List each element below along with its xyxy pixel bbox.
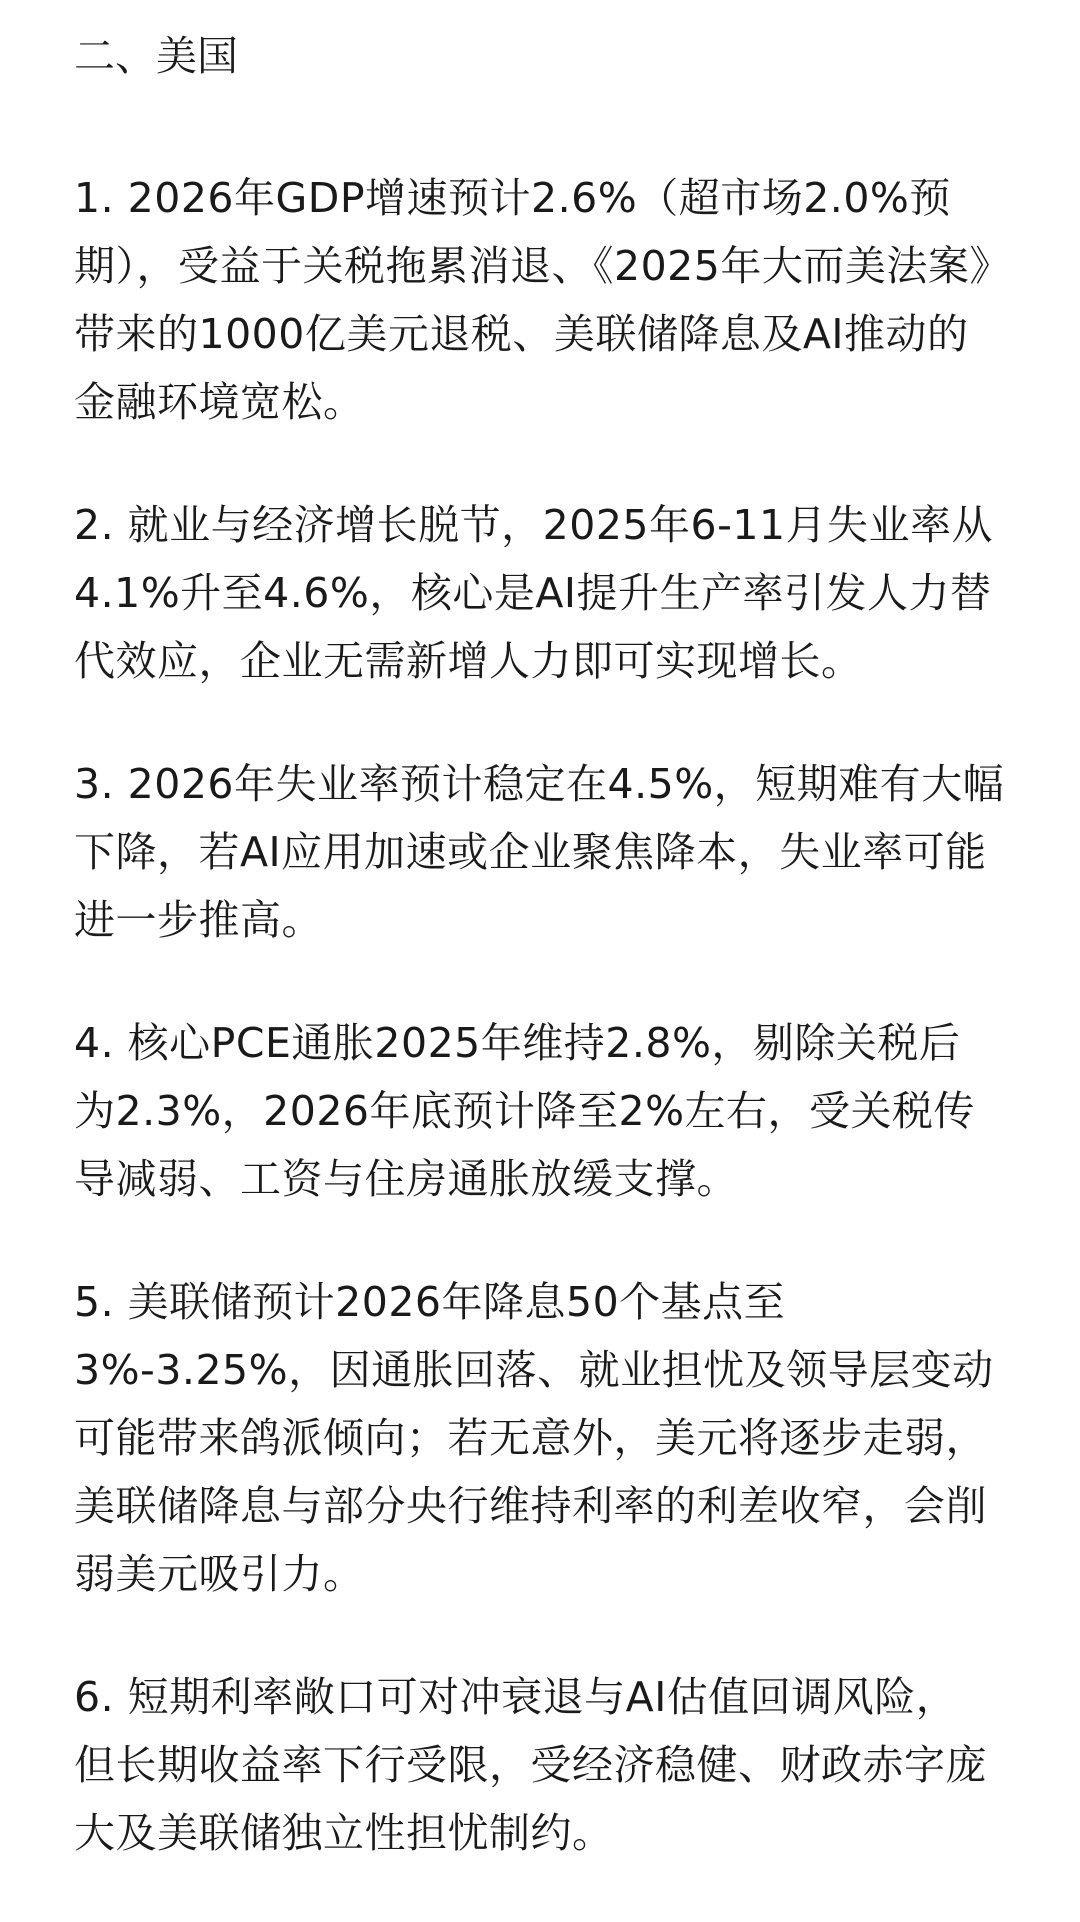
paragraph-line: 进一步推高。 <box>74 896 323 944</box>
paragraph-line: 可能带来鸽派倾向；若无意外，美元将逐步走弱， <box>74 1414 987 1462</box>
paragraph-line: 美联储降息与部分央行维持利率的利差收窄，会削 <box>74 1482 987 1530</box>
paragraph-line: 导减弱、工资与住房通胀放缓支撑。 <box>74 1155 738 1203</box>
paragraph-line: 金融环境宽松。 <box>74 378 365 426</box>
paragraph-line: 3. 2026年失业率预计稳定在4.5%，短期难有大幅 <box>74 760 1005 808</box>
paragraph-line: 1. 2026年GDP增速预计2.6%（超市场2.0%预 <box>74 174 951 222</box>
paragraph-line: 期），受益于关税拖累消退、《2025年大而美法案》 <box>74 242 1011 290</box>
paragraph-2 <box>74 491 1014 695</box>
paragraph-line: 大及美联储独立性担忧制约。 <box>74 1809 614 1857</box>
paragraph-4 <box>74 1009 1014 1213</box>
paragraph-line: 代效应，企业无需新增人力即可实现增长。 <box>74 637 863 685</box>
paragraph-line: 2. 就业与经济增长脱节，2025年6-11月失业率从 <box>74 501 994 549</box>
paragraph-line: 为2.3%，2026年底预计降至2%左右，受关税传 <box>74 1087 976 1135</box>
paragraph-6 <box>74 1663 1014 1867</box>
paragraph-line: 4. 核心PCE通胀2025年维持2.8%，剔除关税后 <box>74 1019 961 1067</box>
paragraph-line: 5. 美联储预计2026年降息50个基点至 <box>74 1278 786 1326</box>
paragraph-line: 弱美元吸引力。 <box>74 1550 365 1598</box>
section-heading: 二、美国 <box>74 32 238 80</box>
paragraph-line: 6. 短期利率敞口可对冲衰退与AI估值回调风险， <box>74 1673 958 1721</box>
paragraph-5 <box>74 1268 1014 1608</box>
paragraph-line: 带来的1000亿美元退税、美联储降息及AI推动的 <box>74 310 969 358</box>
paragraph-line: 3%-3.25%，因通胀回落、就业担忧及领导层变动 <box>74 1346 994 1394</box>
paragraph-1 <box>74 164 1014 436</box>
paragraph-line: 4.1%升至4.6%，核心是AI提升生产率引发人力替 <box>74 569 992 617</box>
paragraph-line: 下降，若AI应用加速或企业聚焦降本，失业率可能 <box>74 828 987 876</box>
paragraph-3 <box>74 750 1014 954</box>
paragraph-line: 但长期收益率下行受限，受经济稳健、财政赤字庞 <box>74 1741 987 1789</box>
article-body <box>74 28 1014 1922</box>
